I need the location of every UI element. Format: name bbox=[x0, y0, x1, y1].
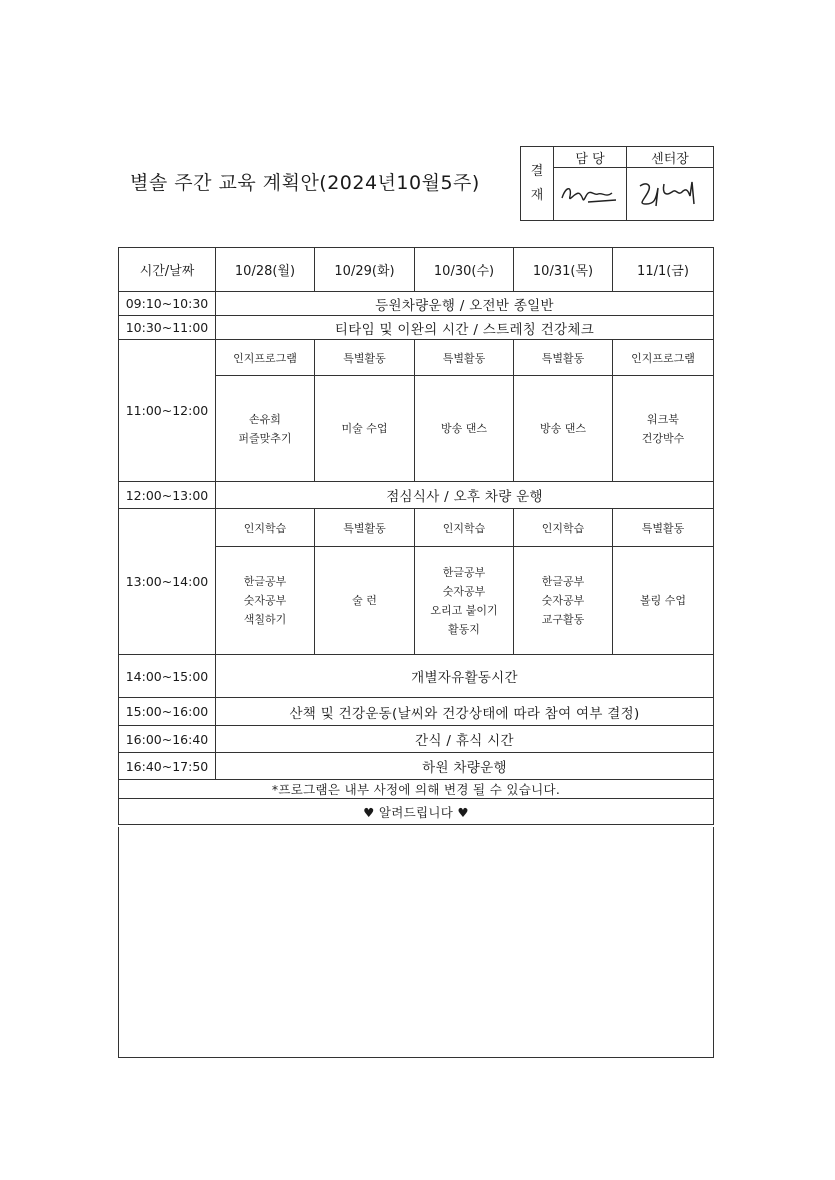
approval-col-director: 센터장 bbox=[627, 147, 714, 168]
schedule-row bbox=[119, 316, 714, 340]
activity-detail-cell: 볼링 수업 bbox=[613, 547, 714, 655]
activity-detail-cell: 한글공부 숫자공부 교구활동 bbox=[514, 547, 613, 655]
page-title: 별솔 주간 교육 계획안(2024년10월5주) bbox=[130, 172, 480, 194]
activity-detail-cell: 술 런 bbox=[315, 547, 415, 655]
approval-label bbox=[521, 147, 554, 221]
time-date-header: 시간/날짜 bbox=[119, 248, 216, 292]
time-cell: 12:00~13:00 bbox=[119, 482, 216, 509]
change-notice: *프로그램은 내부 사정에 의해 변경 될 수 있습니다. bbox=[119, 780, 714, 799]
date-header-fri: 11/1(금) bbox=[613, 248, 714, 292]
activity-cell: 등원차량운행 / 오전반 종일반 bbox=[216, 292, 714, 316]
activity-detail-cell: 손유희 퍼즐맞추기 bbox=[216, 376, 315, 482]
schedule-row bbox=[119, 655, 714, 698]
time-cell: 11:00~12:00 bbox=[119, 340, 216, 482]
category-cell: 특별활동 bbox=[514, 340, 613, 376]
time-cell: 14:00~15:00 bbox=[119, 655, 216, 698]
director-signature-mark bbox=[632, 174, 708, 214]
notice-row bbox=[119, 780, 714, 799]
approval-label-bottom: 재 bbox=[530, 187, 544, 203]
category-row bbox=[119, 509, 714, 547]
announcement-heading: ♥ 알려드립니다 ♥ bbox=[119, 799, 714, 825]
date-header-mon: 10/28(월) bbox=[216, 248, 315, 292]
time-cell: 16:40~17:50 bbox=[119, 753, 216, 780]
activity-cell: 간식 / 휴식 시간 bbox=[216, 726, 714, 753]
approval-box bbox=[520, 146, 714, 221]
activity-detail-cell: 한글공부 숫자공부 오리고 붙이기 활동지 bbox=[415, 547, 514, 655]
manager-signature-mark bbox=[558, 176, 622, 212]
header-row bbox=[119, 248, 714, 292]
approval-label-top: 결 bbox=[530, 163, 544, 179]
alert-row bbox=[119, 799, 714, 825]
schedule-row bbox=[119, 753, 714, 780]
category-cell: 인지프로그램 bbox=[613, 340, 714, 376]
time-cell: 13:00~14:00 bbox=[119, 509, 216, 655]
date-header-tue: 10/29(화) bbox=[315, 248, 415, 292]
manager-signature bbox=[554, 168, 627, 221]
director-signature bbox=[627, 168, 714, 221]
activity-detail-cell: 방송 댄스 bbox=[514, 376, 613, 482]
schedule-row bbox=[119, 292, 714, 316]
schedule-row bbox=[119, 482, 714, 509]
category-cell: 인지학습 bbox=[514, 509, 613, 547]
schedule-row bbox=[119, 698, 714, 726]
category-cell: 특별활동 bbox=[315, 340, 415, 376]
activity-cell: 점심식사 / 오후 차량 운행 bbox=[216, 482, 714, 509]
date-header-thu: 10/31(목) bbox=[514, 248, 613, 292]
activity-detail-cell: 방송 댄스 bbox=[415, 376, 514, 482]
category-cell: 인지학습 bbox=[216, 509, 315, 547]
category-cell: 특별활동 bbox=[613, 509, 714, 547]
announcement-area bbox=[118, 827, 714, 1058]
category-cell: 인지프로그램 bbox=[216, 340, 315, 376]
activity-detail-cell: 워크북 건강박수 bbox=[613, 376, 714, 482]
weekly-schedule-table bbox=[118, 247, 714, 825]
time-cell: 10:30~11:00 bbox=[119, 316, 216, 340]
activity-cell: 개별자유활동시간 bbox=[216, 655, 714, 698]
date-header-wed: 10/30(수) bbox=[415, 248, 514, 292]
category-row bbox=[119, 340, 714, 376]
activity-cell: 티타임 및 이완의 시간 / 스트레칭 건강체크 bbox=[216, 316, 714, 340]
category-cell: 특별활동 bbox=[415, 340, 514, 376]
time-cell: 16:00~16:40 bbox=[119, 726, 216, 753]
approval-col-manager: 담 당 bbox=[554, 147, 627, 168]
time-cell: 09:10~10:30 bbox=[119, 292, 216, 316]
activity-detail-cell: 한글공부 숫자공부 색칠하기 bbox=[216, 547, 315, 655]
activity-cell: 산책 및 건강운동(날씨와 건강상태에 따라 참여 여부 결정) bbox=[216, 698, 714, 726]
time-cell: 15:00~16:00 bbox=[119, 698, 216, 726]
category-cell: 특별활동 bbox=[315, 509, 415, 547]
schedule-row bbox=[119, 726, 714, 753]
activity-cell: 하원 차량운행 bbox=[216, 753, 714, 780]
activity-detail-cell: 미술 수업 bbox=[315, 376, 415, 482]
category-cell: 인지학습 bbox=[415, 509, 514, 547]
